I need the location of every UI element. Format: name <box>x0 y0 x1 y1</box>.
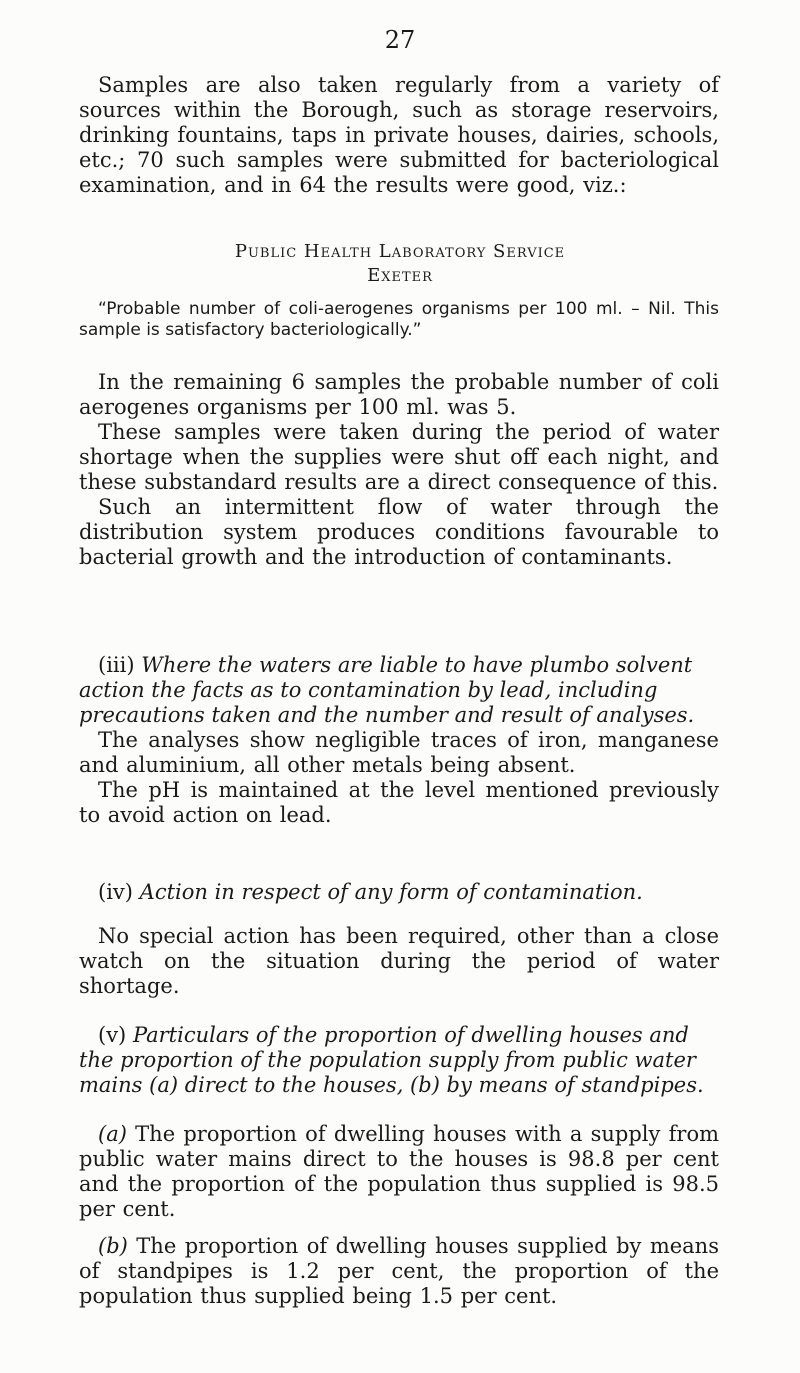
section-v-label-a: (a) <box>98 1122 127 1146</box>
section-v-body <box>79 1122 719 1309</box>
results-paragraphs <box>79 370 719 570</box>
section-iv-body <box>79 924 719 999</box>
section-iii-heading <box>79 653 719 728</box>
page-number: 27 <box>384 26 416 54</box>
section-v-paragraph-a <box>79 1122 719 1222</box>
paragraph-water-shortage: These samples were taken during the period of water shortage when the supplies were shut off each night, and these substandard results are a direct consequence of this. <box>79 420 719 494</box>
section-v-label-b: (b) <box>98 1234 128 1258</box>
section-iii-body <box>79 728 719 828</box>
section-v-text-b: The proportion of dwelling houses supplied by means of standpipes is 1.2 per cent, the proportion of the population thus supplied being 1.5 per cent. <box>79 1234 719 1308</box>
section-iii-paragraph-ph: The pH is maintained at the level mentioned previously to avoid action on lead. <box>79 778 719 827</box>
section-iii-title: Where the waters are liable to have plumbo solvent action the facts as to contamination by lead, including precautions taken and the number and result of analyses. <box>79 653 695 727</box>
section-iv-title: Action in respect of any form of contamination. <box>139 880 643 904</box>
lab-heading-line1: Public Health Laboratory Service <box>234 241 566 262</box>
section-iv-heading <box>79 880 719 905</box>
section-iv-number: (iv) <box>98 880 133 904</box>
intro-paragraph-block <box>79 73 719 198</box>
section-iii-paragraph-analyses: The analyses show negligible traces of iron, manganese and aluminium, all other metals being absent. <box>79 728 719 777</box>
section-iii-number: (iii) <box>98 653 135 677</box>
section-iv-paragraph: No special action has been required, other than a close watch on the situation during the period of water shortage. <box>79 924 719 998</box>
section-v-title: Particulars of the proportion of dwelling houses and the proportion of the population supply from public water mains (a) direct to the houses, (b) by means of standpipes. <box>79 1023 704 1097</box>
section-v-heading <box>79 1023 719 1098</box>
paragraph-remaining-samples: In the remaining 6 samples the probable number of coli aerogenes organisms per 100 ml. was 5. <box>79 370 719 419</box>
paragraph-intermittent-flow: Such an intermittent flow of water through the distribution system produces conditions favourable to bacterial growth and the introduction of contaminants. <box>79 495 719 569</box>
lab-quote: “Probable number of coli-aerogenes organisms per 100 ml. – Nil. This sample is satisfactory bacteriologically.” <box>79 299 719 340</box>
lab-heading-line2: Exeter <box>367 265 433 286</box>
section-v-paragraph-b <box>79 1234 719 1309</box>
section-v-text-a: The proportion of dwelling houses with a supply from public water mains direct to the houses is 98.8 per cent and the proportion of the population thus supplied is 98.5 per cent. <box>79 1122 719 1221</box>
section-v-number: (v) <box>98 1023 127 1047</box>
intro-paragraph: Samples are also taken regularly from a variety of sources within the Borough, such as storage reservoirs, drinking fountains, taps in private houses, dairies, schools, etc.; 70 such samples were submitted for bacteriological examination, and in 64 the results were good, viz.: <box>79 73 719 197</box>
